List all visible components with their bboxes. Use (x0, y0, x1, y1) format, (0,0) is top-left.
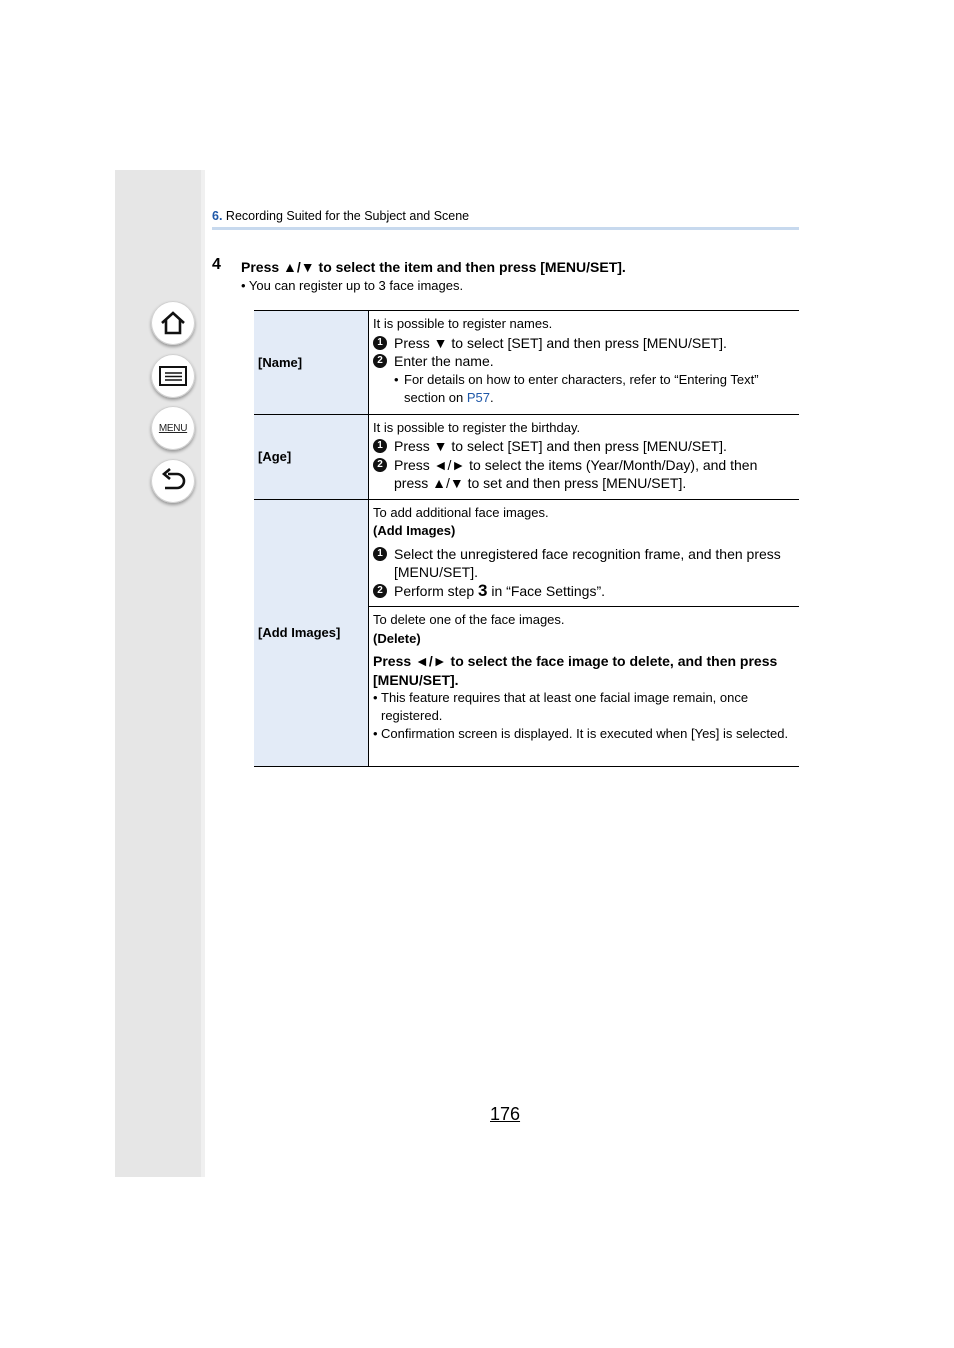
row-content-name (369, 311, 800, 415)
age-step-2 (373, 456, 795, 493)
delete-intro: To delete one of the face images. (373, 612, 565, 627)
delete-note-1-text: This feature requires that at least one facial image remain, once registered. (381, 690, 749, 723)
contents-button[interactable] (151, 354, 195, 398)
header-rule (212, 227, 799, 230)
step-marker-1: 1 (373, 439, 387, 453)
add-step-2-pre: Perform step (394, 582, 479, 599)
step-number: 4 (212, 256, 221, 273)
age-intro: It is possible to register the birthday. (373, 419, 581, 435)
add-heading: (Add Images) (373, 523, 456, 538)
page-number: 176 (490, 1104, 521, 1124)
bullet: • (373, 690, 378, 705)
sidebar-edge (201, 170, 205, 1177)
name-sub-note (373, 371, 795, 408)
row-label-name: [Name] (254, 311, 369, 415)
step-title: Press ▲/▼ to select the item and then press [MENU/SET]. (241, 259, 626, 275)
chapter-title: Recording Suited for the Subject and Scene (225, 209, 470, 223)
add-intro: To add additional face images. (373, 504, 549, 520)
name-step-2 (373, 352, 795, 371)
chapter-number: 6. (212, 209, 223, 223)
name-intro: It is possible to register names. (373, 316, 553, 331)
name-sub-text: For details on how to enter characters, refer to “Entering Text” section on (404, 371, 759, 405)
step-marker-1: 1 (373, 547, 387, 561)
row-label-age: [Age] (254, 414, 369, 499)
add-step-2-post: in “Face Settings”. (487, 582, 605, 599)
age-step-1 (373, 437, 795, 456)
add-step-1 (373, 545, 795, 582)
home-icon (159, 310, 187, 336)
age-step-2-text: Press ◄/► to select the items (Year/Month/Day), and then press ▲/▼ to set and then press [MENU/SET]. (394, 456, 758, 491)
step-reference-number: 3 (478, 580, 488, 600)
name-step-1-text: Press ▼ to select [SET] and then press [MENU/SET]. (394, 334, 727, 351)
delete-instruction: Press ◄/► to select the face image to delete, and then press [MENU/SET]. (373, 653, 778, 688)
add-step-1-text: Select the unregistered face recognition frame, and then press [MENU/SET]. (394, 545, 781, 580)
add-step-2 (373, 582, 795, 601)
step-note: • You can register up to 3 face images. (241, 278, 464, 293)
bullet: • (394, 371, 399, 387)
back-button[interactable] (151, 459, 195, 503)
table-row-name (254, 311, 799, 415)
menu-button[interactable] (151, 406, 195, 450)
table-row-age (254, 414, 799, 499)
list-icon (158, 365, 188, 387)
back-arrow-icon (159, 468, 187, 494)
step-marker-2: 2 (373, 354, 387, 368)
step-marker-2: 2 (373, 458, 387, 472)
menu-icon: MENU (158, 422, 188, 434)
table-row-add-images (254, 499, 799, 607)
row-label-add-images: [Add Images] (254, 499, 369, 767)
delete-note-1 (373, 689, 795, 725)
delete-note-2-text: Confirmation screen is displayed. It is executed when [Yes] is selected. (381, 726, 789, 741)
home-button[interactable] (151, 301, 195, 345)
row-content-add (369, 499, 800, 607)
name-step-2-text: Enter the name. (394, 353, 494, 369)
settings-table (254, 310, 799, 767)
page-header (212, 209, 469, 223)
page-link-p57[interactable]: P57 (466, 390, 491, 405)
name-step-1 (373, 334, 795, 353)
age-step-1-text: Press ▼ to select [SET] and then press [MENU/SET]. (394, 438, 727, 454)
delete-note-2 (373, 725, 795, 743)
step-marker-2: 2 (373, 584, 387, 598)
row-content-delete (369, 607, 800, 767)
bullet: • (373, 726, 378, 741)
step-marker-1: 1 (373, 336, 387, 350)
sub-end: . (490, 390, 494, 405)
row-content-age (369, 414, 800, 499)
delete-heading: (Delete) (373, 630, 421, 646)
